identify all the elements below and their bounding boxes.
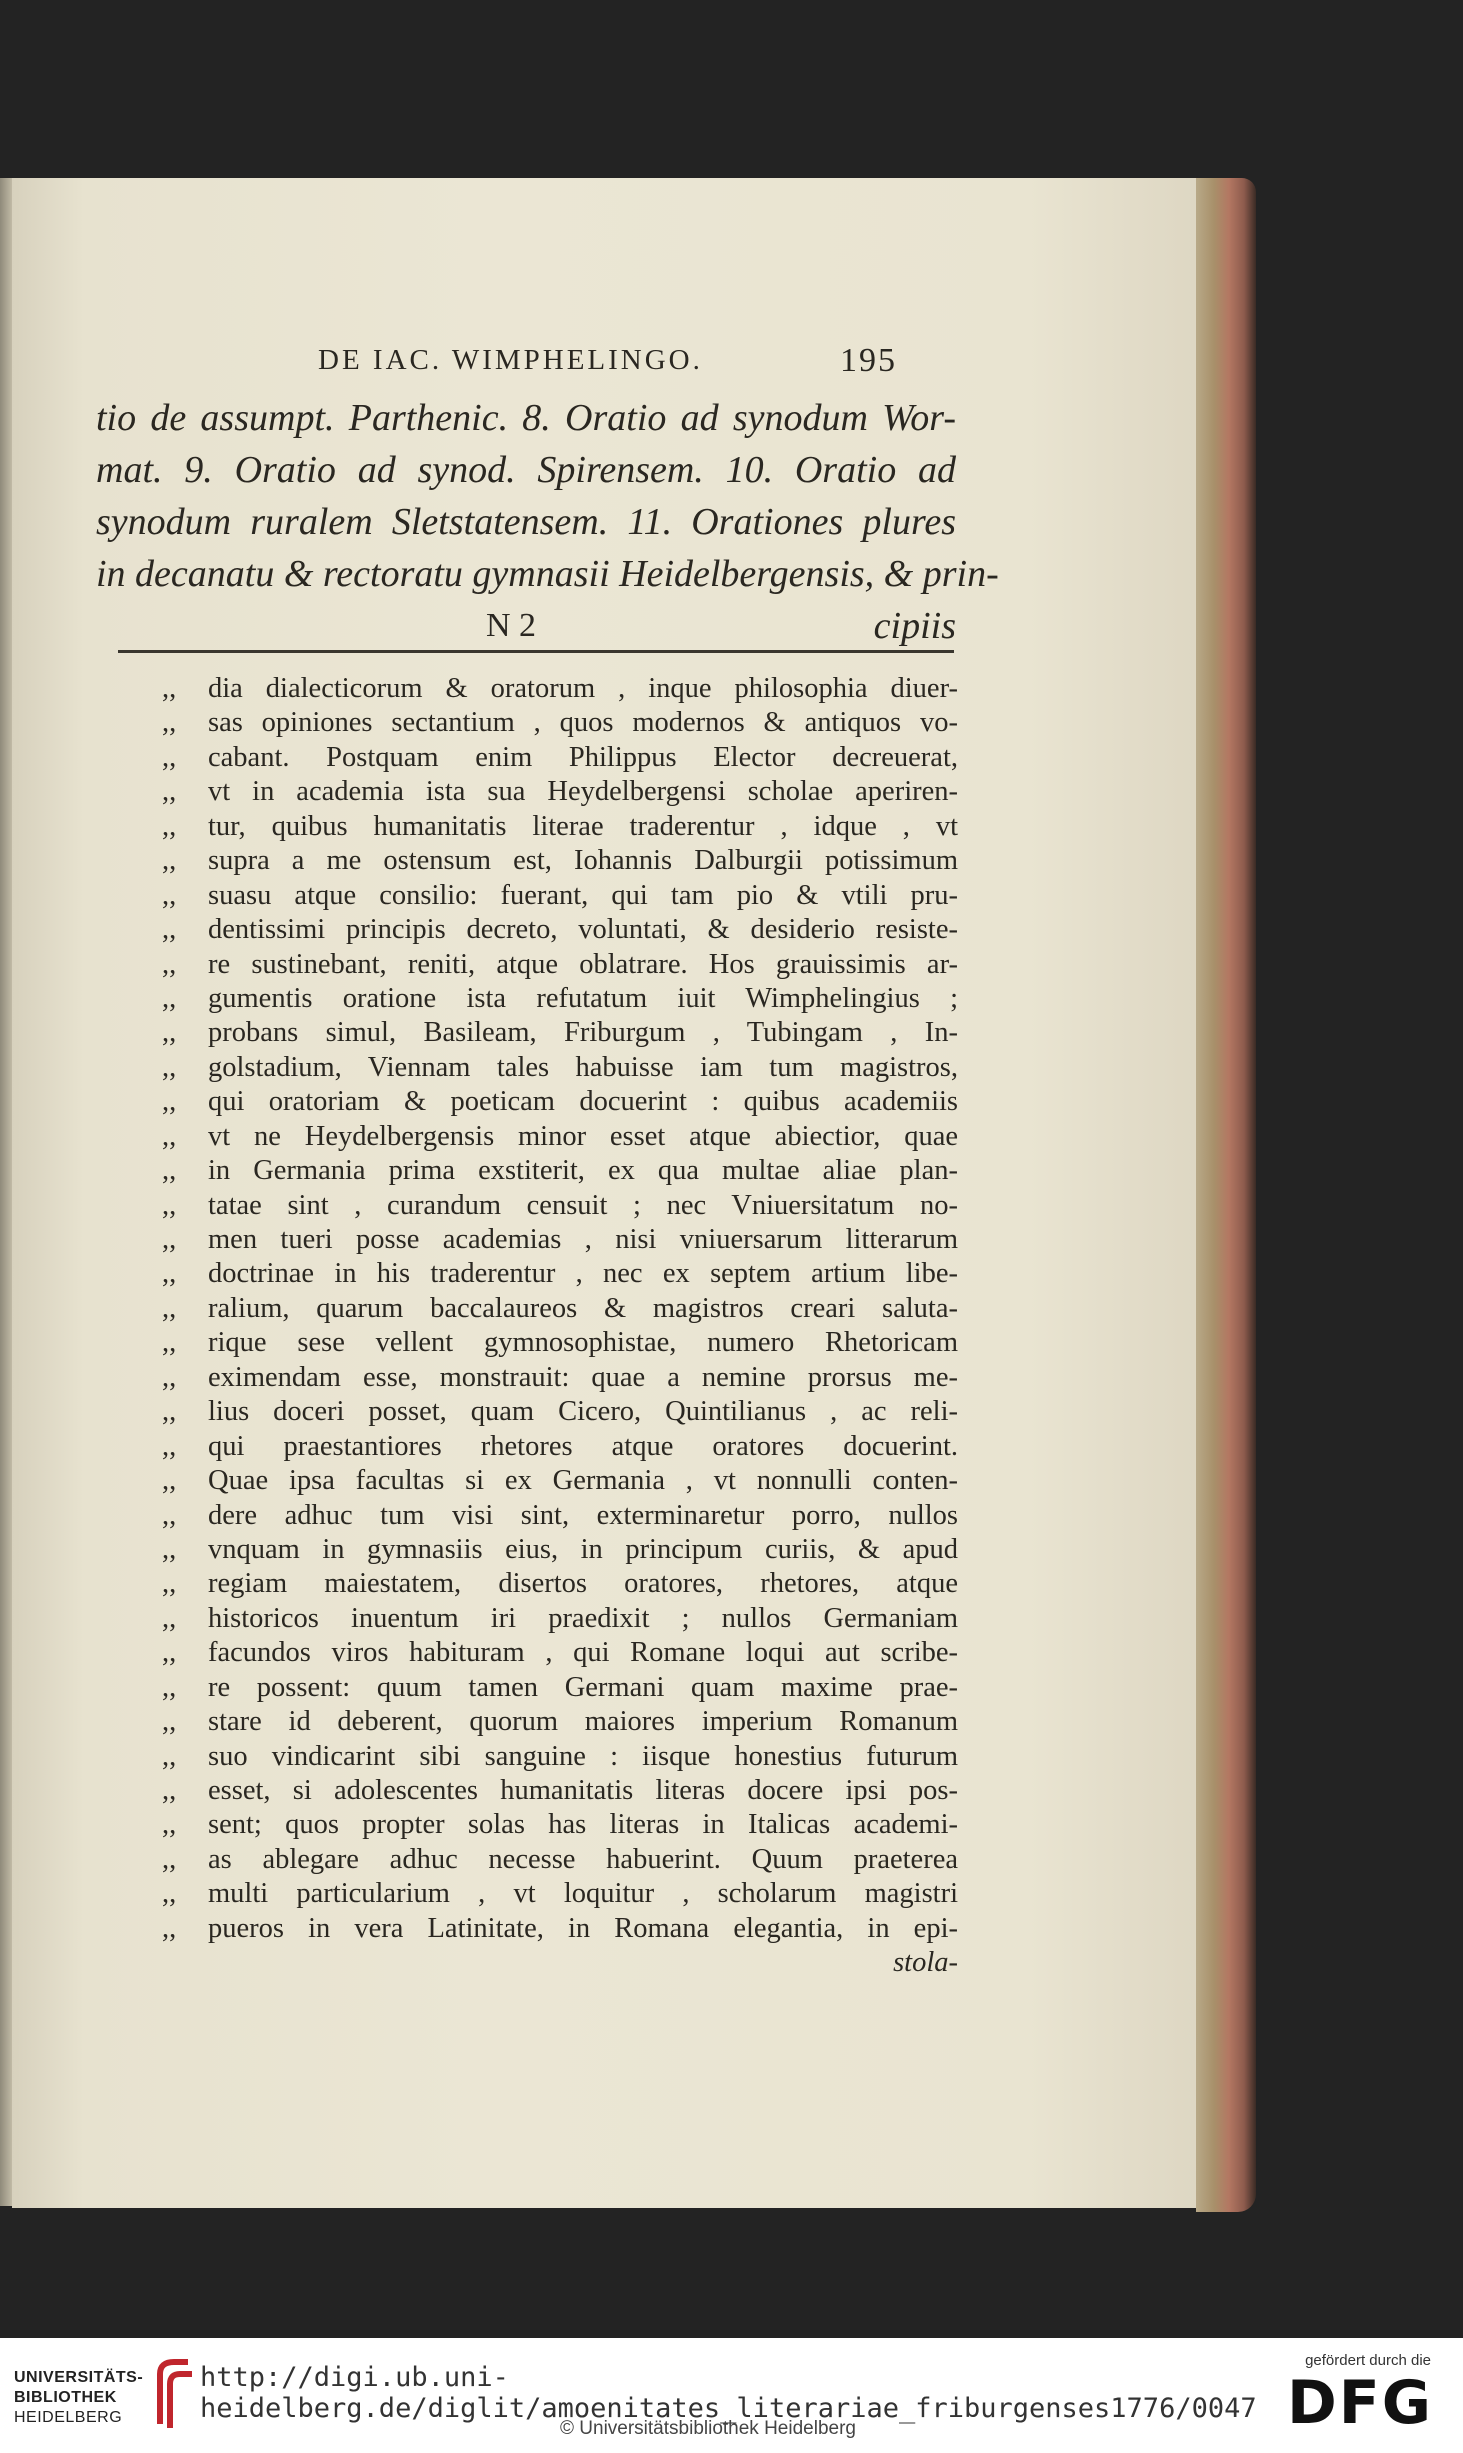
- quotation-mark: ,,: [162, 1671, 177, 1703]
- quotation-text: ralium, quarum baccalaureos & magistros creari saluta-: [208, 1292, 958, 1324]
- main-line: tio de assumpt. Parthenic. 8. Oratio ad synodum Wor-: [96, 397, 956, 439]
- quotation-text: probans simul, Basileam, Friburgum , Tubingam , In-: [208, 1017, 958, 1049]
- quotation-text: lius doceri posset, quam Cicero, Quintilianus , ac reli-: [208, 1396, 958, 1428]
- quotation-mark: ,,: [162, 948, 177, 980]
- quotation-mark: ,,: [162, 1533, 177, 1565]
- quotation-text: supra a me ostensum est, Iohannis Dalburgii potissimum: [208, 845, 958, 877]
- quotation-line: [162, 706, 958, 740]
- quotation-line: [162, 1602, 958, 1636]
- quotation-line: [162, 810, 958, 844]
- quotation-line: [162, 1705, 958, 1739]
- page-fore-edge: [1196, 178, 1256, 2212]
- quotation-catchword-row: [162, 1946, 958, 1980]
- quotation-line: [162, 1671, 958, 1705]
- quotation-mark: ,,: [162, 1327, 177, 1359]
- quotation-text: vnquam in gymnasiis eius, in principum curiis, & apud: [208, 1533, 958, 1565]
- quotation-text: tatae sint , curandum censuit ; nec Vniuersitatum no-: [208, 1189, 958, 1221]
- footnote-quotation: [162, 672, 958, 1981]
- quotation-mark: ,,: [162, 1912, 177, 1944]
- quotation-mark: ,,: [162, 914, 177, 946]
- quotation-mark: ,,: [162, 1155, 177, 1187]
- library-line-3: HEIDELBERG: [14, 2409, 123, 2426]
- quotation-text: stare id deberent, quorum maiores imperium Romanum: [208, 1706, 958, 1738]
- quotation-line: [162, 948, 958, 982]
- quotation-mark: ,,: [162, 707, 177, 739]
- quotation-mark: ,,: [162, 1637, 177, 1669]
- main-line: in decanatu & rectoratu gymnasii Heidelbergensis, & prin-: [96, 553, 999, 595]
- quotation-mark: ,,: [162, 1430, 177, 1462]
- quotation-line: [162, 1567, 958, 1601]
- quotation-text: golstadium, Viennam tales habuisse iam tum magistros,: [208, 1051, 958, 1083]
- quotation-mark: ,,: [162, 1740, 177, 1772]
- footnote-rule: [118, 650, 954, 653]
- quotation-mark: ,,: [162, 1843, 177, 1875]
- quotation-mark: ,,: [162, 1017, 177, 1049]
- running-head: DE IAC. WIMPHELINGO.: [318, 344, 703, 376]
- quotation-line: [162, 1636, 958, 1670]
- quotation-text: re sustinebant, reniti, atque oblatrare. Hos grauissimis ar-: [208, 948, 958, 980]
- quotation-text: sas opiniones sectantium , quos modernos & antiquos vo-: [208, 707, 958, 739]
- quotation-mark: ,,: [162, 1189, 177, 1221]
- quotation-mark: ,,: [162, 1258, 177, 1290]
- permalink-url[interactable]: http://digi.ub.uni-heidelberg.de/diglit/amoenitates_literariae_friburgenses1776/0047: [200, 2362, 1257, 2424]
- quotation-text: qui praestantiores rhetores atque oratores docuerint.: [208, 1430, 958, 1462]
- quotation-text: multi particularium , vt loquitur , scholarum magistri: [208, 1878, 958, 1910]
- quotation-text: facundos viros habituram , qui Romane loqui aut scribe-: [208, 1637, 958, 1669]
- library-line-1: UNIVERSITÄTS-: [14, 2369, 144, 2386]
- quotation-text: suo vindicarint sibi sanguine : iisque honestius futurum: [208, 1740, 958, 1772]
- funder-tagline: gefördert durch die: [1305, 2352, 1431, 2369]
- quotation-text: doctrinae in his traderentur , nec ex septem artium libe-: [208, 1258, 958, 1290]
- quotation-text: historicos inuentum iri praedixit ; nullos Germaniam: [208, 1602, 958, 1634]
- quotation-mark: ,,: [162, 1499, 177, 1531]
- quotation-line: [162, 1326, 958, 1360]
- quotation-catchword: stola-: [893, 1947, 958, 1979]
- quotation-line: [162, 1120, 958, 1154]
- quotation-mark: ,,: [162, 1568, 177, 1600]
- quotation-mark: ,,: [162, 776, 177, 808]
- quotation-line: [162, 1533, 958, 1567]
- quotation-text: eximendam esse, monstrauit: quae a nemine prorsus me-: [208, 1361, 958, 1393]
- main-line: synodum ruralem Sletstatensem. 11. Orationes plures: [96, 501, 956, 543]
- quotation-text: dentissimi principis decreto, voluntati, & desiderio resiste-: [208, 914, 958, 946]
- quotation-mark: ,,: [162, 1120, 177, 1152]
- quotation-line: [162, 1430, 958, 1464]
- quotation-text: Quae ipsa facultas si ex Germania , vt nonnulli conten-: [208, 1465, 958, 1497]
- quotation-mark: ,,: [162, 1465, 177, 1497]
- quotation-line: [162, 672, 958, 706]
- quotation-mark: ,,: [162, 1809, 177, 1841]
- quotation-line: [162, 844, 958, 878]
- quotation-text: qui oratoriam & poeticam docuerint : quibus academiis: [208, 1086, 958, 1118]
- quotation-mark: ,,: [162, 1602, 177, 1634]
- quotation-mark: ,,: [162, 673, 177, 704]
- quotation-line: [162, 1499, 958, 1533]
- quotation-text: vt in academia ista sua Heydelbergensi scholae aperiren-: [208, 776, 958, 808]
- quotation-line: [162, 1257, 958, 1291]
- quotation-line: [162, 1740, 958, 1774]
- footer-bar: [0, 2338, 1463, 2453]
- quotation-text: men tueri posse academias , nisi vniuersarum litterarum: [208, 1224, 958, 1255]
- ub-heidelberg-logo: [14, 2368, 143, 2428]
- quotation-line: [162, 1154, 958, 1188]
- quotation-text: pueros in vera Latinitate, in Romana elegantia, in epi-: [208, 1912, 958, 1944]
- catchword: cipiis: [873, 605, 956, 647]
- quotation-line: [162, 1361, 958, 1395]
- quotation-mark: ,,: [162, 982, 177, 1014]
- quotation-mark: ,,: [162, 1224, 177, 1255]
- quotation-line: [162, 1223, 958, 1257]
- quotation-mark: ,,: [162, 1051, 177, 1083]
- signature-row: [96, 600, 956, 652]
- quotation-line: [162, 1808, 958, 1842]
- quotation-mark: ,,: [162, 810, 177, 842]
- quotation-text: tur, quibus humanitatis literae traderentur , idque , vt: [208, 810, 958, 842]
- quotation-line: [162, 879, 958, 913]
- quotation-text: dia dialecticorum & oratorum , inque philosophia diuer-: [208, 673, 958, 704]
- quotation-mark: ,,: [162, 1706, 177, 1738]
- quotation-text: esset, si adolescentes humanitatis literas docere ipsi pos-: [208, 1775, 958, 1806]
- quotation-line: [162, 1395, 958, 1429]
- quotation-mark: ,,: [162, 845, 177, 877]
- quotation-text: as ablegare adhuc necesse habuerint. Quum praeterea: [208, 1843, 958, 1875]
- dfg-logo: DFG: [1286, 2368, 1433, 2438]
- main-paragraph: [96, 392, 999, 652]
- quotation-mark: ,,: [162, 879, 177, 911]
- quotation-line: [162, 1843, 958, 1877]
- quotation-text: gumentis oratione ista refutatum iuit Wimphelingius ;: [208, 982, 958, 1014]
- quotation-text: vt ne Heydelbergensis minor esset atque abiectior, quae: [208, 1120, 958, 1152]
- quotation-mark: ,,: [162, 1775, 177, 1806]
- ub-logo-icon: [148, 2354, 200, 2434]
- quotation-mark: ,,: [162, 741, 177, 773]
- quotation-line: [162, 1912, 958, 1946]
- quotation-line: [162, 741, 958, 775]
- quotation-line: [162, 913, 958, 947]
- quotation-text: sent; quos propter solas has literas in Italicas academi-: [208, 1809, 958, 1841]
- quotation-line: [162, 1085, 958, 1119]
- signature-mark: N 2: [486, 607, 537, 644]
- quotation-mark: ,,: [162, 1361, 177, 1393]
- quotation-text: dere adhuc tum visi sint, exterminaretur porro, nullos: [208, 1499, 958, 1531]
- quotation-mark: ,,: [162, 1878, 177, 1910]
- quotation-line: [162, 1189, 958, 1223]
- library-line-2: BIBLIOTHEK: [14, 2389, 117, 2406]
- quotation-line: [162, 1016, 958, 1050]
- quotation-mark: ,,: [162, 1396, 177, 1428]
- quotation-text: rique sese vellent gymnosophistae, numero Rhetoricam: [208, 1327, 958, 1359]
- quotation-mark: ,,: [162, 1086, 177, 1118]
- quotation-line: [162, 1292, 958, 1326]
- quotation-line: [162, 1464, 958, 1498]
- quotation-line: [162, 1877, 958, 1911]
- quotation-text: in Germania prima exstiterit, ex qua multae aliae plan-: [208, 1155, 958, 1187]
- main-line: mat. 9. Oratio ad synod. Spirensem. 10. Oratio ad: [96, 449, 956, 491]
- quotation-text: regiam maiestatem, disertos oratores, rhetores, atque: [208, 1568, 958, 1600]
- quotation-text: re possent: quum tamen Germani quam maxime prae-: [208, 1671, 958, 1703]
- quotation-line: [162, 1774, 958, 1808]
- quotation-text: cabant. Postquam enim Philippus Elector decreuerat,: [208, 741, 958, 773]
- copyright-notice: © Universitätsbibliothek Heidelberg: [560, 2418, 856, 2439]
- quotation-text: suasu atque consilio: fuerant, qui tam pio & vtili pru-: [208, 879, 958, 911]
- quotation-line: [162, 775, 958, 809]
- quotation-mark: ,,: [162, 1292, 177, 1324]
- page-number: 195: [840, 342, 897, 379]
- quotation-line: [162, 982, 958, 1016]
- quotation-line: [162, 1051, 958, 1085]
